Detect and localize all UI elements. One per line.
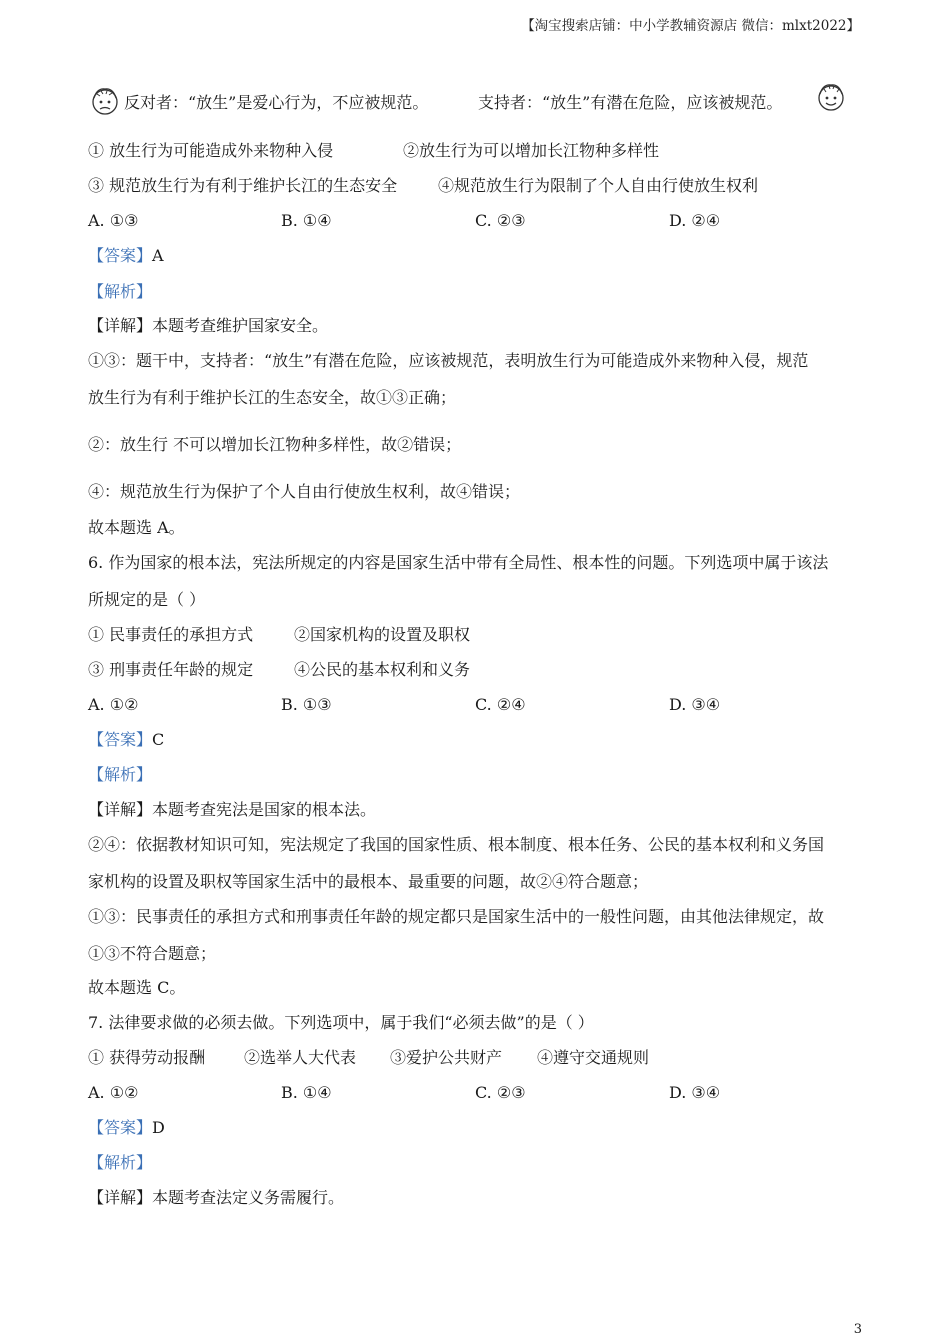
q6-exp2-l1: ①③：民事责任的承担方式和刑事责任年龄的规定都只是国家生活中的一般性问题，由其他法律规定，故 (88, 907, 825, 926)
q6-option-c: C. ②④ (475, 695, 526, 714)
q7-item-3: ③爱护公共财产 (390, 1048, 503, 1067)
q6-item-2: ②国家机构的设置及职权 (294, 625, 471, 644)
q5-exp1-l1: ①③：题干中，支持者：“放生”有潜在危险，应该被规范，表明放生行为可能造成外来物种入侵，规范 (88, 351, 809, 370)
q5-item-4: ④规范放生行为限制了个人自由行使放生权利 (438, 176, 759, 195)
q6-option-a: A. ①② (88, 695, 139, 714)
q7-detail: 【详解】本题考查法定义务需履行。 (88, 1188, 345, 1207)
q7-analysis-label: 【解析】 (88, 1153, 153, 1172)
oppose-face-icon (88, 84, 122, 118)
q7-item-1: ① 获得劳动报酬 (88, 1048, 206, 1067)
q5-option-b: B. ①④ (281, 211, 332, 230)
q6-stem-l1: 6. 作为国家的根本法，宪法所规定的内容是国家生活中带有全局性、根本性的问题。下列选项中属于该法 (88, 553, 829, 572)
q6-stem-l2: 所规定的是（ ） (88, 590, 206, 609)
q5-item-2: ②放生行为可以增加长江物种多样性 (403, 141, 660, 160)
q5-exp1-l2: 放生行为有利于维护长江的生态安全，故①③正确； (88, 388, 457, 407)
q6-item-4: ④公民的基本权利和义务 (294, 660, 471, 679)
answer-label: 【答案】 (88, 246, 153, 265)
q6-item-1: ① 民事责任的承担方式 (88, 625, 254, 644)
q7-answer (88, 1118, 165, 1138)
q7-option-d: D. ③④ (669, 1083, 721, 1102)
q5-option-a: A. ①③ (88, 211, 139, 230)
answer-label: 【答案】 (88, 1118, 153, 1137)
q7-stem: 7. 法律要求做的必须去做。下列选项中，属于我们“必须去做”的是（ ） (88, 1013, 594, 1032)
q6-option-d: D. ③④ (669, 695, 721, 714)
answer-value: D (152, 1118, 165, 1137)
page-header: 【淘宝搜索店铺：中小学教辅资源店 微信：mlxt2022】 (521, 18, 860, 34)
dialogue-oppose: 反对者：“放生”是爱心行为，不应被规范。 (124, 93, 429, 112)
q7-item-4: ④遵守交通规则 (537, 1048, 650, 1067)
q5-item-3: ③ 规范放生行为有利于维护长江的生态安全 (88, 176, 398, 195)
q6-conclusion: 故本题选 C。 (88, 978, 186, 997)
q6-exp1-l1: ②④：依据教材知识可知，宪法规定了我国的国家性质、根本制度、根本任务、公民的基本权利和义务国 (88, 835, 825, 854)
answer-label: 【答案】 (88, 730, 153, 749)
page-number: 3 (853, 1322, 862, 1337)
q5-exp3: ④：规范放生行为保护了个人自由行使放生权利，故④错误； (88, 482, 521, 501)
dialogue-support: 支持者：“放生”有潜在危险，应该被规范。 (478, 93, 783, 112)
q5-item-1: ① 放生行为可能造成外来物种入侵 (88, 141, 334, 160)
q6-exp1-l2: 家机构的设置及职权等国家生活中的最根本、最重要的问题，故②④符合题意； (88, 872, 649, 891)
q6-detail: 【详解】本题考查宪法是国家的根本法。 (88, 800, 377, 819)
q6-exp2-l2: ①③不符合题意； (88, 944, 217, 963)
q5-detail: 【详解】本题考查维护国家安全。 (88, 316, 329, 335)
q5-conclusion: 故本题选 A。 (88, 518, 185, 537)
q5-option-c: C. ②③ (475, 211, 526, 230)
answer-value: C (152, 730, 165, 749)
q5-option-d: D. ②④ (669, 211, 721, 230)
q6-item-3: ③ 刑事责任年龄的规定 (88, 660, 254, 679)
support-face-icon (814, 80, 848, 114)
q7-item-2: ②选举人大代表 (244, 1048, 357, 1067)
q5-analysis-label: 【解析】 (88, 282, 153, 301)
q5-options (88, 211, 863, 231)
q6-option-b: B. ①③ (281, 695, 332, 714)
q5-answer (88, 246, 164, 266)
q5-exp2: ②：放生行 不可以增加长江物种多样性，故②错误； (88, 435, 462, 454)
q7-option-a: A. ①② (88, 1083, 139, 1102)
answer-value: A (152, 246, 164, 265)
q6-analysis-label: 【解析】 (88, 765, 153, 784)
q7-option-b: B. ①④ (281, 1083, 332, 1102)
q6-answer (88, 730, 164, 750)
q7-option-c: C. ②③ (475, 1083, 526, 1102)
q7-options (88, 1083, 863, 1103)
q6-options (88, 695, 863, 715)
